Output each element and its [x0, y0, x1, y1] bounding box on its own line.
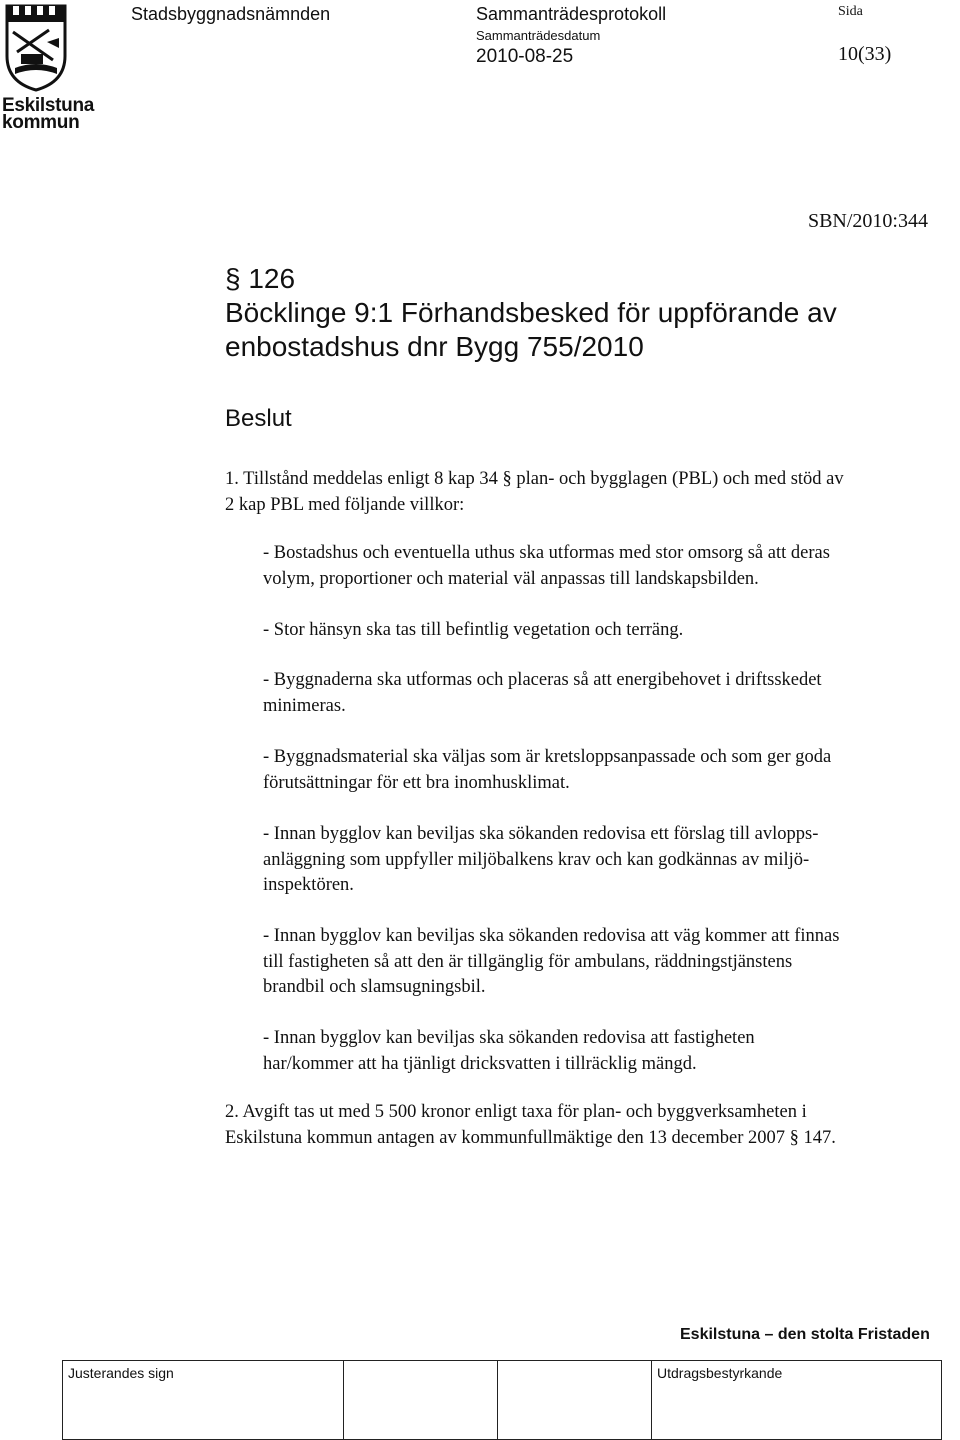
- condition-item: - Innan bygglov kan beviljas ska sökanden redovisa att väg kommer att finnas till fastigheten så att den är tillgänglig för ambulans, räddningstjänstens brandbil och slamsugningsbil.: [263, 926, 840, 998]
- coat-of-arms-icon: [3, 2, 69, 92]
- item1-line2: 2 kap PBL med följande villkor:: [225, 494, 465, 515]
- condition-item: - Innan bygglov kan beviljas ska sökanden redovisa ett förslag till avlopps- anläggning som uppfyller miljöbalkens krav och kan godkännas av miljö- inspektören.: [263, 824, 819, 896]
- decision-item-2: [225, 1100, 950, 1151]
- sign-cell: [63, 1361, 344, 1440]
- item1-mid: plan- och bygglagen (PBL) och med stöd av: [516, 469, 844, 489]
- extract-cell: [652, 1361, 942, 1440]
- section-number: 126: [248, 263, 296, 294]
- condition-item: - Byggnaderna ska utformas och placeras så att energibehovet i driftsskedet minimeras.: [263, 670, 822, 716]
- extract-label: Utdragsbestyrkande: [657, 1365, 783, 1381]
- condition-item: - Innan bygglov kan beviljas ska sökanden redovisa att fastigheten har/kommer att ha tjänligt dricksvatten i tillräcklig mängd.: [263, 1028, 755, 1074]
- item2-line2-suffix: 147.: [803, 1127, 836, 1148]
- paragraph-symbol: §: [502, 469, 512, 489]
- sign-cell: [498, 1361, 652, 1440]
- sign-label: Justerandes sign: [68, 1365, 174, 1381]
- document-type: Sammanträdesprotokoll: [476, 4, 667, 24]
- page-label: Sida: [838, 4, 863, 19]
- condition-item: - Bostadshus och eventuella uthus ska utformas med stor omsorg så att deras volym, proportioner och material väl anpassas till landskapsbilden.: [263, 543, 830, 589]
- decision-item-1: [225, 467, 945, 518]
- title-line-2: enbostadshus dnr Bygg 755/2010: [225, 331, 644, 362]
- condition-item: - Stor hänsyn ska tas till befintlig vegetation och terräng.: [263, 620, 684, 640]
- signature-table: [62, 1360, 942, 1440]
- paragraph-symbol: §: [789, 1127, 799, 1148]
- date-label: Sammanträdesdatum: [476, 28, 601, 43]
- sign-cell: [344, 1361, 498, 1440]
- item2-line2-prefix: Eskilstuna kommun antagen av kommunfullmäktige den 13 december 2007: [225, 1127, 786, 1148]
- decision-heading: Beslut: [225, 405, 292, 432]
- committee-name: Stadsbyggnadsnämnden: [131, 4, 331, 24]
- page-number: 10(33): [838, 43, 892, 65]
- logo-text-line2: kommun: [2, 112, 80, 133]
- section-symbol: §: [225, 263, 241, 294]
- footer-slogan: Eskilstuna – den stolta Fristaden: [680, 1326, 930, 1343]
- logo: [0, 0, 95, 136]
- section-title: [225, 262, 935, 364]
- title-line-1: Böcklinge 9:1 Förhandsbesked för uppförande av: [225, 297, 837, 328]
- condition-item: - Byggnadsmaterial ska väljas som är kretsloppsanpassade och som ger goda förutsättningar för ett bra inomhusklimat.: [263, 747, 832, 793]
- item2-line1: 2. Avgift tas ut med 5 500 kronor enligt taxa för plan- och byggverksamheten i: [225, 1102, 807, 1122]
- document-number: SBN/2010:344: [807, 210, 928, 232]
- meeting-date: 2010-08-25: [476, 46, 574, 67]
- logo-text-line1: Eskilstuna: [2, 95, 95, 116]
- item1-prefix: 1. Tillstånd meddelas enligt 8 kap 34: [225, 469, 498, 489]
